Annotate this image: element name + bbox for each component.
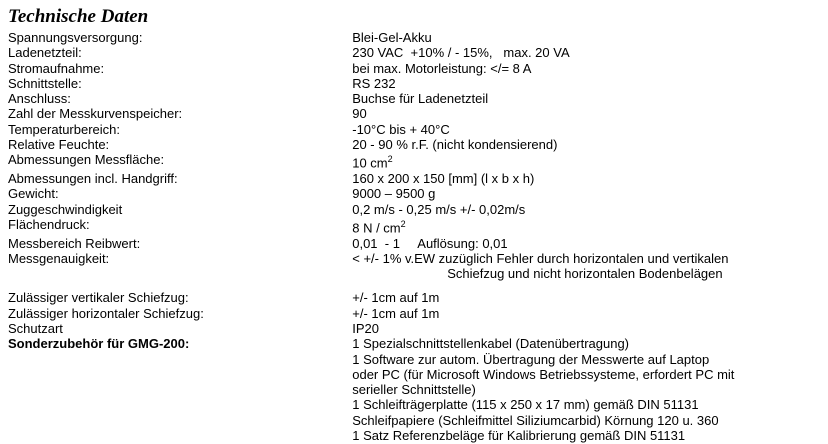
spec-value-text: 10 cm	[352, 155, 388, 171]
spec-value: Blei-Gel-Akku	[352, 30, 432, 45]
spec-value: 0,2 m/s - 0,25 m/s +/- 0,02m/s	[352, 201, 526, 217]
spec-label: Anschluss:	[8, 91, 71, 107]
spec-label: Abmessungen Messfläche:	[8, 152, 165, 168]
spec-value: RS 232	[352, 75, 396, 91]
spec-label-empty	[8, 367, 352, 382]
spec-value: +/- 1cm auf 1m	[352, 290, 440, 306]
spec-label: Zulässiger horizontaler Schiefzug:	[8, 305, 204, 321]
spec-row	[8, 397, 820, 412]
spec-row	[8, 236, 820, 251]
spec-value	[352, 152, 820, 171]
spec-row	[8, 413, 820, 428]
spec-value: Schleifpapiere (Schleifmittel Siliziumcarbid) Körnung 120 u. 360	[352, 412, 719, 428]
spec-row	[8, 61, 820, 76]
spec-value: < +/- 1% v.EW zuzüglich Fehler durch horizontalen und vertikalen	[352, 250, 729, 266]
spec-value: 90	[352, 106, 367, 122]
spec-label: Schnittstelle:	[8, 75, 82, 91]
spec-row	[8, 217, 820, 236]
spec-value: 1 Satz Referenzbeläge für Kalibrierung gemäß DIN 51131	[352, 428, 686, 444]
spec-row	[8, 321, 820, 336]
spec-label: Gewicht:	[8, 186, 59, 202]
spec-table	[8, 30, 820, 443]
spec-row	[8, 137, 820, 152]
spec-row	[8, 306, 820, 321]
spec-value: 160 x 200 x 150 [mm] (l x b x h)	[352, 171, 535, 186]
spec-value: IP20	[352, 321, 379, 336]
spec-value: -10°C bis + 40°C	[352, 121, 450, 137]
spec-row	[8, 290, 820, 305]
spec-label-empty	[8, 397, 352, 412]
spec-value: 0,01 - 1 Auflösung: 0,01	[352, 235, 508, 251]
spec-row	[8, 367, 820, 382]
spec-label: Stromaufnahme:	[8, 60, 105, 76]
spec-label: Zulässiger vertikaler Schiefzug:	[8, 290, 189, 306]
spec-row	[8, 428, 820, 443]
spec-label: Schutzart	[8, 321, 63, 336]
spec-row	[8, 202, 820, 217]
spec-value: Schiefzug und nicht horizontalen Bodenbelägen	[447, 266, 723, 282]
spec-label: Flächendruck:	[8, 216, 90, 232]
spacer-row	[8, 281, 820, 290]
spec-label-empty	[8, 428, 352, 443]
spec-row	[8, 76, 820, 91]
spec-label: Relative Feuchte:	[8, 137, 110, 153]
superscript: 2	[387, 154, 393, 165]
spec-label: Zuggeschwindigkeit	[8, 201, 123, 217]
spec-label-empty	[8, 413, 352, 428]
spec-row	[8, 382, 820, 397]
spec-label: Messbereich Reibwert:	[8, 235, 141, 251]
spec-row	[8, 266, 820, 281]
spec-value: 1 Software zur autom. Übertragung der Messwerte auf Laptop	[352, 351, 710, 367]
spec-row	[8, 106, 820, 121]
spec-value: oder PC (für Microsoft Windows Betriebssysteme, erfordert PC mit	[352, 366, 735, 382]
spec-label: Sonderzubehör für GMG-200:	[8, 336, 190, 352]
spec-value: bei max. Motorleistung: </= 8 A	[352, 60, 532, 76]
spec-row	[8, 171, 820, 186]
spec-label-empty	[8, 382, 352, 397]
spec-value: 20 - 90 % r.F. (nicht kondensierend)	[352, 137, 558, 153]
spec-value: 1 Schleifträgerplatte (115 x 250 x 17 mm) gemäß DIN 51131	[352, 397, 699, 413]
spec-value: 1 Spezialschnittstellenkabel (Datenübertragung)	[352, 336, 630, 352]
spec-row	[8, 122, 820, 137]
spec-label: Ladenetzteil:	[8, 45, 82, 61]
spec-row	[8, 352, 820, 367]
spec-label: Abmessungen incl. Handgriff:	[8, 171, 178, 186]
spec-label: Zahl der Messkurvenspeicher:	[8, 106, 183, 122]
spec-row	[8, 45, 820, 60]
spec-value: 9000 – 9500 g	[352, 186, 436, 202]
superscript: 2	[400, 218, 406, 229]
spec-label-empty	[8, 266, 352, 281]
spec-label: Messgenauigkeit:	[8, 250, 110, 266]
page-title: Technische Daten	[8, 6, 149, 27]
spec-row	[8, 336, 820, 351]
spec-value-text: 8 N / cm	[352, 220, 401, 236]
spec-row	[8, 186, 820, 201]
spec-row	[8, 30, 820, 45]
spec-label: Temperaturbereich:	[8, 121, 120, 137]
spec-value: +/- 1cm auf 1m	[352, 305, 440, 321]
document-page	[8, 6, 820, 443]
spec-label-empty	[8, 352, 352, 367]
spec-row	[8, 152, 820, 171]
spec-value: serieller Schnittstelle)	[352, 382, 476, 398]
spec-row	[8, 251, 820, 266]
spec-row	[8, 91, 820, 106]
spec-value	[352, 217, 820, 236]
spec-value: 230 VAC +10% / - 15%, max. 20 VA	[352, 45, 570, 61]
spec-value: Buchse für Ladenetzteil	[352, 91, 489, 107]
spec-label: Spannungsversorgung:	[8, 30, 143, 45]
